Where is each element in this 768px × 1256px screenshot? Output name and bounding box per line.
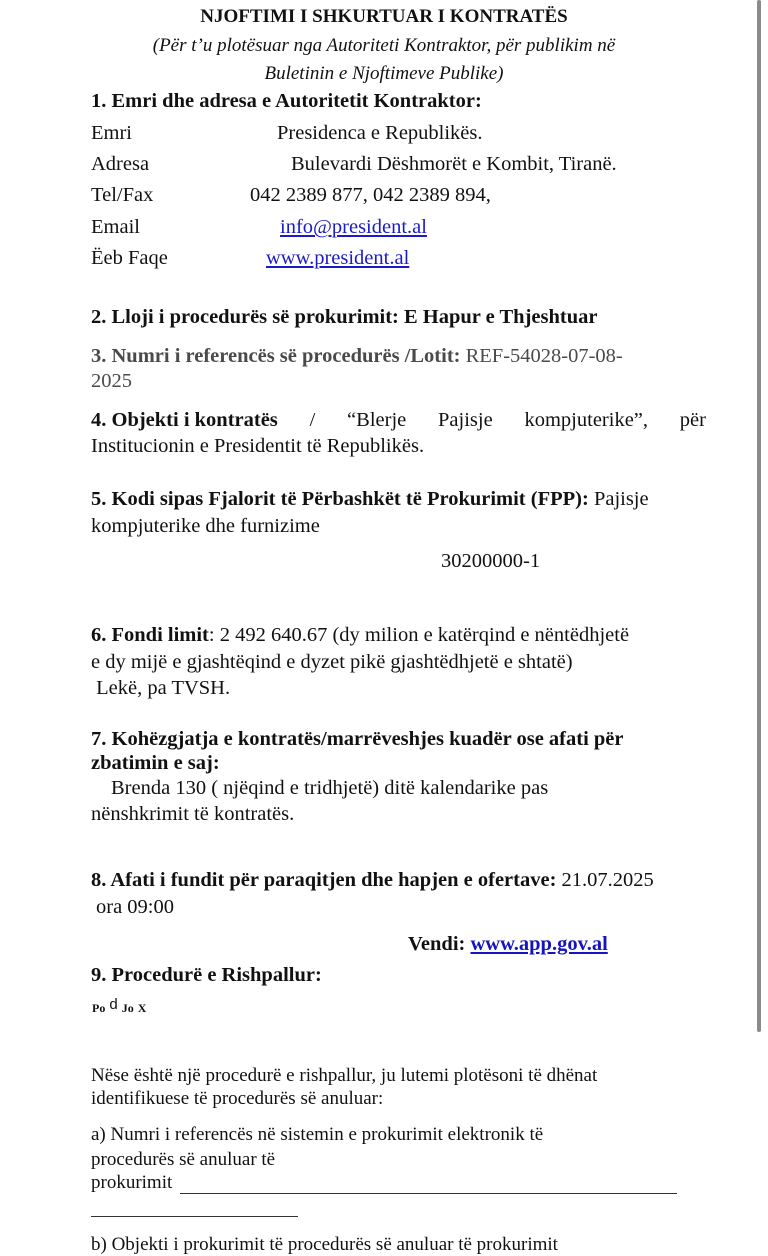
section8-line1 xyxy=(91,869,654,892)
section4-line1 xyxy=(91,409,706,432)
rishpallur-note-line1: Nëse është një procedurë e rishpallur, ju lutemi plotësoni të dhënat xyxy=(91,1065,598,1086)
section8-heading: 8. Afati i fundit për paraqitjen dhe hapjen e ofertave: xyxy=(91,869,557,891)
budget-currency: Lekë, pa TVSH. xyxy=(91,677,231,699)
budget-amount: : 2 492 640.67 (dy milion e katërqind e nëntëdhjetë xyxy=(208,624,630,646)
cpv-code: 30200000-1 xyxy=(441,550,541,572)
section5-heading: 5. Kodi sipas Fjalorit të Përbashkët të Prokurimit (FPP): xyxy=(91,488,589,510)
deadline-date: 21.07.2025 xyxy=(561,869,654,891)
reference-number-part1: REF-54028-07-08- xyxy=(465,345,623,367)
email-link[interactable]: info@president.al xyxy=(280,216,427,238)
section2-heading: 2. Lloji i procedurës së prokurimit: E Hapur e Thjeshtuar xyxy=(91,306,598,328)
option-yes-label: Po xyxy=(92,1001,106,1015)
label-email: Email xyxy=(91,216,140,238)
value-address: Bulevardi Dëshmorët e Kombit, Tiranë. xyxy=(291,153,617,175)
rishpallur-options xyxy=(92,996,147,1017)
cpv-description-part1: Pajisje xyxy=(593,488,649,510)
label-telfax: Tel/Fax xyxy=(91,184,154,206)
website-link[interactable]: www.president.al xyxy=(266,247,410,269)
section6-line1 xyxy=(91,624,629,647)
section4-word: për xyxy=(679,409,706,431)
document-subtitle-line2: Buletinin e Njoftimeve Publike) xyxy=(264,63,504,84)
vertical-scrollbar[interactable] xyxy=(757,0,761,1032)
item-a-fill-line[interactable] xyxy=(180,1193,677,1194)
section7-heading-line1: 7. Kohëzgjatja e kontratës/marrëveshjes kuadër ose afati për xyxy=(91,728,624,750)
section1-heading: 1. Emri dhe adresa e Autoritetit Kontraktor: xyxy=(91,90,482,112)
item-a-fill-line-continued[interactable] xyxy=(91,1216,298,1217)
place-label: Vendi: xyxy=(408,933,466,955)
section5-line1 xyxy=(91,488,649,511)
label-website: Ëeb Faqe xyxy=(91,247,168,269)
reference-number-part2: 2025 xyxy=(91,370,132,392)
section3-heading: 3. Numri i referencës së procedurës /Lotit: xyxy=(91,345,461,367)
submission-place xyxy=(408,933,608,956)
duration-line1: Brenda 130 ( njëqind e tridhjetë) ditë kalendarike pas xyxy=(111,777,549,799)
section7-heading-line2: zbatimin e saj: xyxy=(91,752,220,774)
section6-heading: 6. Fondi limit xyxy=(91,624,209,646)
section4-word: Pajisje xyxy=(438,409,493,431)
option-no-checkbox[interactable]: X xyxy=(137,1001,147,1015)
app-gov-link[interactable]: www.app.gov.al xyxy=(470,933,608,955)
section4-word: / xyxy=(309,409,316,431)
document-title: NJOFTIMI I SHKURTUAR I KONTRATËS xyxy=(200,6,568,27)
section4-heading: 4. Objekti i kontratës xyxy=(91,409,278,431)
item-b-line1: b) Objekti i prokurimit të procedurës së anuluar të prokurimit xyxy=(91,1234,558,1255)
value-telfax: 042 2389 877, 042 2389 894, xyxy=(250,184,491,206)
budget-words: e dy mijë e gjashtëqind e dyzet pikë gjashtëdhjetë e shtatë) xyxy=(91,651,573,673)
option-yes-checkbox[interactable]: d xyxy=(109,996,118,1013)
section9-heading: 9. Procedurë e Rishpallur: xyxy=(91,964,322,986)
rishpallur-note-line2: identifikuese të procedurës së anuluar: xyxy=(91,1088,384,1109)
section4-word: kompjuterike”, xyxy=(524,409,649,431)
cpv-description-part2: kompjuterike dhe furnizime xyxy=(91,515,320,537)
section4-word: “Blerje xyxy=(347,409,407,431)
duration-line2: nënshkrimit të kontratës. xyxy=(91,803,295,825)
section4-line2: Institucionin e Presidentit të Republikës. xyxy=(91,435,425,457)
document-subtitle-line1: (Për t’u plotësuar nga Autoriteti Kontraktor, për publikim në xyxy=(152,35,616,56)
item-a-line3: prokurimit xyxy=(91,1172,173,1193)
section3-line1 xyxy=(91,345,623,368)
value-name: Presidenca e Republikës. xyxy=(277,122,483,144)
label-name: Emri xyxy=(91,122,132,144)
item-a-line2: procedurës së anuluar të xyxy=(91,1149,276,1170)
item-a-line1: a) Numri i referencës në sistemin e prokurimit elektronik të xyxy=(91,1124,544,1145)
option-no-label: Jo xyxy=(121,1001,134,1015)
deadline-time: ora 09:00 xyxy=(96,896,174,918)
label-address: Adresa xyxy=(91,153,150,175)
